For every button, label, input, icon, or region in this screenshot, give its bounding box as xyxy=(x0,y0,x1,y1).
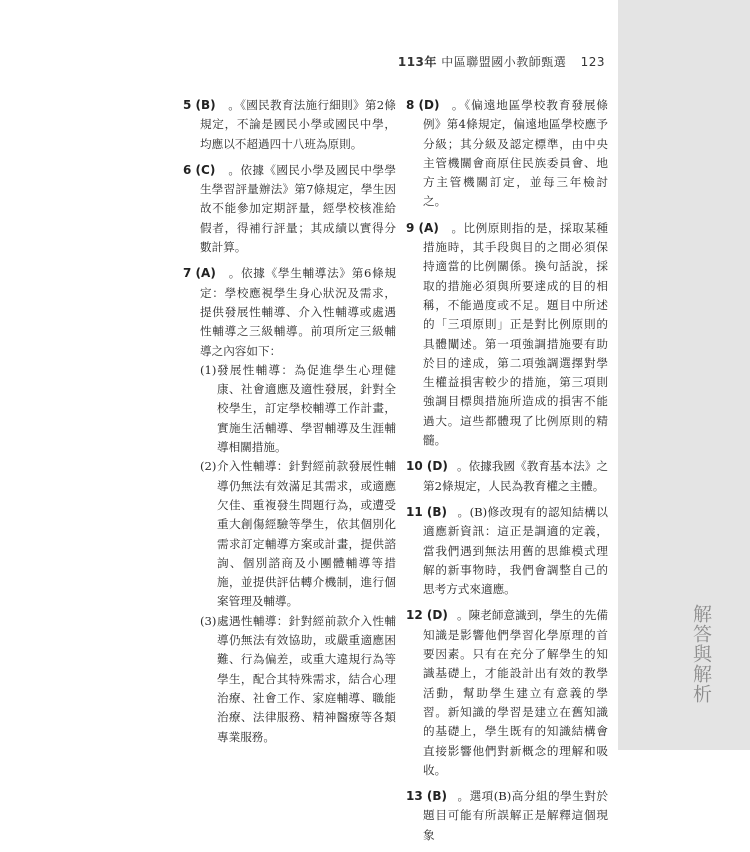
header-title: 中區聯盟國小教師甄選 xyxy=(441,55,567,69)
sub-number: (3) xyxy=(200,613,217,628)
answer-item-9 xyxy=(406,219,608,451)
answer-label-5: 5 (B) xyxy=(183,98,216,112)
answer-label-11: 11 (B) xyxy=(406,504,448,519)
answer-text-9: 。比例原則指的是，採取某種措施時，其手段與目的之間必須保持適當的比例關係。換句話說，採取的措施必須與所要達成的目的相稱，不能過度或不足。題目中所述的「三項原則」正是對比例原則的具體闡述。第一項強調措施要有助於目的達成，第二項強調選擇對學生權益損害較少的措施，第三項則強調目標與措施所造成的損害不能過大。這些都體現了比例原則的精髓。 xyxy=(423,220,608,448)
item7-sub-2 xyxy=(200,457,396,611)
page-header xyxy=(360,53,605,70)
item7-sub-3 xyxy=(200,612,396,747)
answer-item-11 xyxy=(406,503,608,599)
answer-item-8 xyxy=(406,96,608,212)
answer-text-7: 。依據《學生輔導法》第6條規定：學校應視學生身心狀況及需求，提供發展性輔導、介入性輔導或處遇性輔導之三級輔導。前項所定三級輔導之內容如下： xyxy=(200,266,396,358)
answer-item-5 xyxy=(183,96,396,154)
page-number: 123 xyxy=(580,55,605,69)
answer-text-11: 。(B)修改現有的認知結構以適應新資訊：這正是調適的定義，當我們遇到無法用舊的思維模式理解的新事物時，我們會調整自己的思考方式來適應。 xyxy=(423,504,608,597)
left-column xyxy=(183,96,396,754)
answer-label-13: 13 (B) xyxy=(406,789,448,804)
answer-text-10: 。依據我國《教育基本法》之第2條規定，人民為教育權之主體。 xyxy=(423,459,608,493)
answer-text-6: 。依據《國民小學及國民中學學生學習評量辦法》第7條規定，學生因故不能參加定期評量，經學校核准給假者，得補行評量；其成績以實得分數計算。 xyxy=(200,162,396,255)
sub-number: (1) xyxy=(200,362,217,377)
answer-text-12: 。陳老師意識到，學生的先備知識是影響他們學習化學原理的首要因素。只有在充分了解學生的知識基礎上，才能設計出有效的教學活動，幫助學生建立有意義的學習。新知識的學習是建立在舊知識的基礎上，學生既有的知識結構會直接影響他們對新概念的理解和吸收。 xyxy=(423,608,608,777)
sub-text: 發展性輔導：為促進學生心理健康、社會適應及適性發展，針對全校學生，訂定學校輔導工作計畫，實施生活輔導、學習輔導及生涯輔導相關措施。 xyxy=(217,362,396,455)
item7-sub-1 xyxy=(200,361,396,457)
answer-label-9: 9 (A) xyxy=(406,220,439,235)
answer-text-8: 。《偏遠地區學校教育發展條例》第4條規定，偏遠地區學校應予分級；其分級及認定標準，由中央主管機關會商原住民族委員會、地方主管機關訂定，並每三年檢討之。 xyxy=(423,98,608,209)
answer-text-13: 。選項(B)高分組的學生對於題目可能有所誤解正是解釋這個現象 xyxy=(423,789,608,842)
answer-item-13 xyxy=(406,787,608,845)
answer-item-10 xyxy=(406,457,608,496)
answer-item-7 xyxy=(183,264,396,746)
sub-text: 介入性輔導：針對經前款發展性輔導仍無法有效滿足其需求，或適應欠佳、重複發生問題行為，或遭受重大創傷經驗等學生，依其個別化需求訂定輔導方案或計畫，提供諮詢、個別諮商及小團體輔導等措施，並提供評估轉介機制，進行個案管理及輔導。 xyxy=(217,459,396,609)
answer-item-6 xyxy=(183,161,396,257)
side-tab xyxy=(618,0,750,750)
answer-text-5: 。《國民教育法施行細則》第2條規定，不論是國民小學或國民中學，均應以不超過四十八班為原則。 xyxy=(200,98,396,151)
sub-text: 處遇性輔導：針對經前款介入性輔導仍無法有效協助，或嚴重適應困難、行為偏差，或重大違規行為等學生，配合其特殊需求，結合心理治療、社會工作、家庭輔導、職能治療、法律服務、精神醫療等各類專業服務。 xyxy=(217,613,396,744)
section-side-label: 解答與解析 xyxy=(690,604,712,704)
answer-label-10: 10 (D) xyxy=(406,459,448,474)
header-year: 113年 xyxy=(397,55,437,69)
answer-label-7: 7 (A) xyxy=(183,266,216,281)
answer-label-6: 6 (C) xyxy=(183,162,216,177)
right-column xyxy=(406,96,608,852)
sub-number: (2) xyxy=(200,459,217,474)
answer-label-8: 8 (D) xyxy=(406,98,440,112)
answer-item-12 xyxy=(406,606,608,780)
answer-label-12: 12 (D) xyxy=(406,608,448,623)
